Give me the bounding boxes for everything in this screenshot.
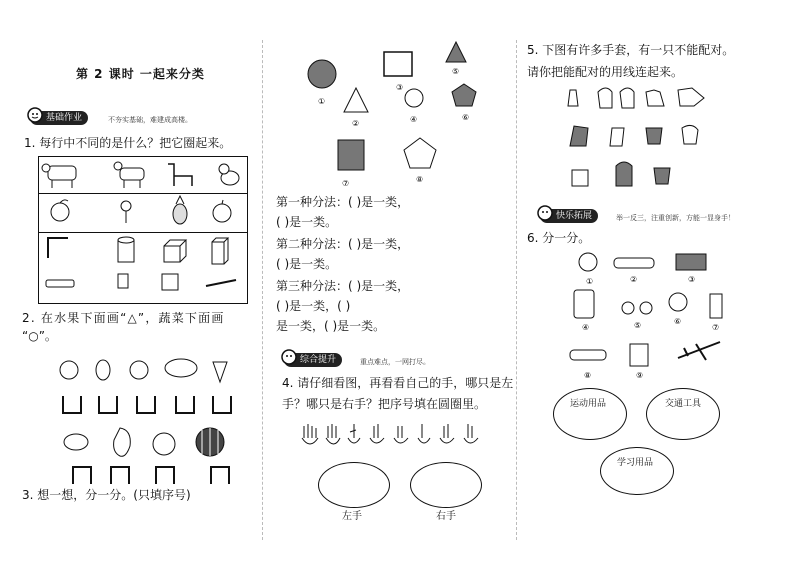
peach-icon <box>60 361 78 379</box>
shape-label-5: ⑤ <box>452 67 460 76</box>
pentagon-icon <box>404 138 436 168</box>
q2-top-pictures <box>55 348 245 384</box>
q5-line2: 请你把能配对的用线连起来。 <box>527 65 684 79</box>
answer-box-6[interactable] <box>72 466 92 484</box>
basic-section-badge <box>30 111 88 125</box>
column-divider-1 <box>262 40 263 540</box>
chair-icon <box>168 164 192 186</box>
mitten-icon <box>616 162 632 186</box>
answer-box-5[interactable] <box>212 396 232 414</box>
answer-box-3[interactable] <box>136 396 156 414</box>
q2-line2: “○”。 <box>22 329 57 343</box>
fun-section-badge <box>540 209 598 223</box>
method2-line1: 第二种分法：( )是一类， <box>276 237 410 251</box>
q6-text: 6. 分一分。 <box>527 231 591 245</box>
hatched-pentagon-icon <box>452 84 476 106</box>
q1-pictures <box>38 156 248 304</box>
right-hand-oval[interactable] <box>410 462 482 508</box>
student-icon <box>26 106 44 124</box>
airplane-icon <box>678 342 720 360</box>
q4-line1: 4. 请仔细看图，再看看自己的手，哪只是左 <box>282 376 514 390</box>
hand-icon <box>464 424 478 443</box>
pear-icon <box>96 360 110 380</box>
q4-hands <box>298 418 498 458</box>
transport-oval-label: 交通工具 <box>665 399 702 409</box>
triangle-icon <box>344 88 368 112</box>
circle-icon <box>405 89 423 107</box>
hand-icon <box>348 424 360 443</box>
q4-line2: 手？哪只是右手？把序号填在圆圈里。 <box>282 397 487 411</box>
q1-text: 1. 每行中不同的是什么？把它圈起来。 <box>24 136 232 150</box>
answer-box-8[interactable] <box>155 466 175 484</box>
apple-icon <box>213 200 231 222</box>
chick-icon <box>219 164 239 185</box>
lesson-title: 第 2 课时 一起来分类 <box>76 67 205 81</box>
toothpaste-icon <box>46 280 74 287</box>
hand-icon <box>370 424 384 443</box>
method2-line2: ( )是一类。 <box>276 257 338 271</box>
fun-section-note: 举一反三，注重创新，方能一显身手！ <box>616 214 735 222</box>
q6-label-3: ③ <box>688 275 696 284</box>
q6-label-2: ② <box>630 275 638 284</box>
hand-icon <box>326 424 340 444</box>
pepper-icon <box>114 428 131 456</box>
mitten-icon <box>572 170 588 186</box>
ruler-corner-icon <box>48 238 68 258</box>
study-oval-label: 学习用品 <box>617 458 654 468</box>
shape-label-4: ④ <box>410 115 418 124</box>
q6-label-5: ⑤ <box>634 321 642 330</box>
q2-bottom-pictures <box>60 422 240 462</box>
fun-section-label: 快乐拓展 <box>556 211 593 221</box>
comprehensive-section-label: 综合提升 <box>300 355 337 365</box>
student-icon <box>536 204 554 222</box>
pineapple-icon <box>173 196 187 224</box>
shape-label-6: ⑥ <box>462 113 470 122</box>
q2-line1: 2. 在水果下面画“△”，蔬菜下面画 <box>22 311 225 325</box>
glove-icon <box>678 88 704 106</box>
mitten-icon <box>682 125 698 144</box>
pumpkin-icon <box>153 433 175 455</box>
answer-box-7[interactable] <box>110 466 130 484</box>
answer-box-1[interactable] <box>62 396 82 414</box>
flower-icon <box>121 201 131 223</box>
cylinder-icon <box>118 237 134 262</box>
glove-icon <box>646 128 662 144</box>
peach-icon <box>51 200 69 221</box>
shape-label-3: ③ <box>396 83 404 92</box>
bottle-icon <box>118 274 128 288</box>
hatched-circle-icon <box>308 60 336 88</box>
answer-box-4[interactable] <box>175 396 195 414</box>
watermelon-icon <box>196 428 224 456</box>
glove-icon <box>568 90 578 106</box>
comprehensive-section-badge <box>284 353 342 367</box>
mitten-icon <box>598 88 612 108</box>
square-icon <box>384 52 412 76</box>
q6-label-9: ⑨ <box>636 371 644 380</box>
q6-pictures <box>560 248 730 388</box>
q5-line1: 5. 下图有许多手套，有一只不能配对。 <box>527 43 735 57</box>
crab-icon <box>64 434 88 450</box>
q6-label-8: ⑧ <box>584 371 592 380</box>
glove-icon <box>646 90 664 106</box>
method1-line2: ( )是一类。 <box>276 215 338 229</box>
race-car-icon <box>570 350 606 360</box>
hand-icon <box>440 424 454 443</box>
student-icon <box>280 348 298 366</box>
left-hand-label: 左手 <box>342 511 362 522</box>
mitten-icon <box>620 88 634 108</box>
toothbrush-icon <box>206 280 236 286</box>
schoolbag-icon <box>574 290 594 318</box>
book-icon <box>630 344 648 366</box>
notepad-icon <box>162 274 178 290</box>
tomato-icon <box>130 361 148 379</box>
cuboid-icon <box>212 238 228 264</box>
mitten-icon <box>610 128 624 146</box>
hand-icon <box>302 424 318 444</box>
shape-label-7: ⑦ <box>342 179 350 188</box>
right-hand-label: 右手 <box>436 511 456 522</box>
hatched-triangle-icon <box>446 42 466 62</box>
basic-section-note: 不夯实基础，难建成高楼。 <box>108 116 192 124</box>
q5-gloves <box>560 84 730 194</box>
q3-shapes <box>300 40 500 190</box>
cabbage-icon <box>165 359 197 377</box>
car-icon <box>614 258 654 268</box>
comprehensive-section-note: 重点难点，一网打尽。 <box>360 358 430 366</box>
column-divider-2 <box>516 40 517 540</box>
q3-text: 3. 想一想，分一分。(只填序号) <box>22 488 191 502</box>
bicycle-icon <box>622 302 652 314</box>
shape-label-1: ① <box>318 97 326 106</box>
method3-line1: 第三种分法：( )是一类， <box>276 279 410 293</box>
ball-icon <box>579 253 597 271</box>
glove-icon <box>570 126 588 146</box>
q6-label-7: ⑦ <box>712 323 720 332</box>
radish-icon <box>213 362 227 382</box>
sports-oval-label: 运动用品 <box>570 399 607 409</box>
shape-label-2: ② <box>352 119 360 128</box>
hand-icon <box>418 424 430 443</box>
q6-label-4: ④ <box>582 323 590 332</box>
basic-section-label: 基础作业 <box>46 113 83 123</box>
method3-line3: 是一类，( )是一类。 <box>276 319 386 333</box>
left-hand-oval[interactable] <box>318 462 390 508</box>
hand-icon <box>394 426 408 443</box>
shape-label-8: ⑧ <box>416 175 424 184</box>
answer-box-2[interactable] <box>98 396 118 414</box>
method3-line2: ( )是一类，( ) <box>276 299 351 313</box>
hatched-square-icon <box>338 140 364 170</box>
basketball-icon <box>669 293 687 311</box>
cow-icon <box>42 164 76 188</box>
answer-box-9[interactable] <box>210 466 230 484</box>
cube-icon <box>164 240 186 262</box>
glove-icon <box>654 168 670 184</box>
q6-label-1: ① <box>586 277 594 286</box>
pencil-case-icon <box>710 294 722 318</box>
bus-icon <box>676 254 706 270</box>
method1-line1: 第一种分法：( )是一类， <box>276 195 410 209</box>
goat-icon <box>114 162 144 188</box>
q6-label-6: ⑥ <box>674 317 682 326</box>
